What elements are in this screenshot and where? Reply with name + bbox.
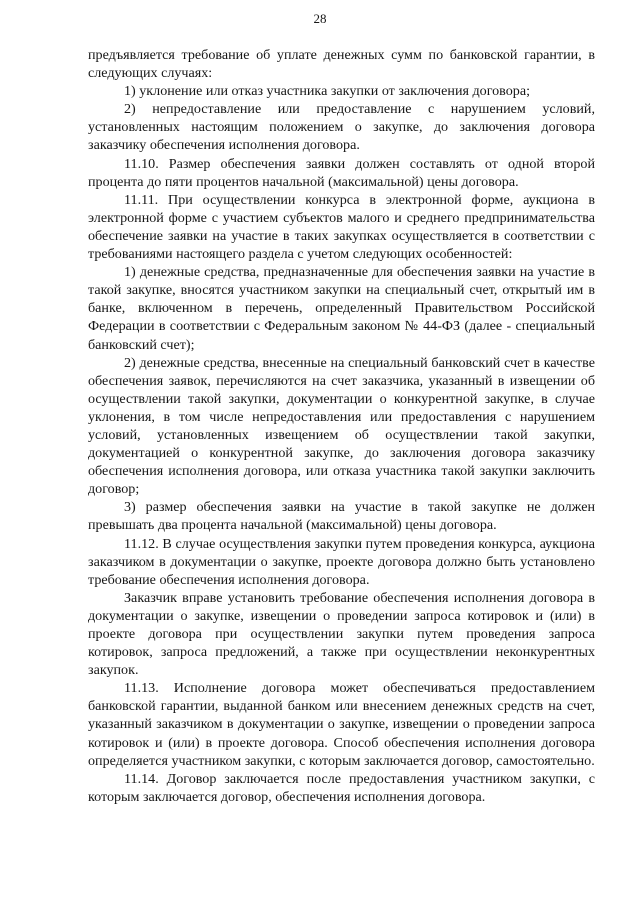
paragraph-clause-11-11-item-1: 1) денежные средства, предназначенные для обеспечения заявки на участие в такой закупке, вносятся участником закупки на специальный счет, открытый им в банке, включенном в перечень, определенный Правительством Российской Федерации в соответствии с Федеральным законом № 44-ФЗ (далее - специальный банковский счет); <box>88 264 595 353</box>
paragraph-clause-11-11-item-3: 3) размер обеспечения заявки на участие в такой закупке не должен превышать два процента начальной (максимальной) цены договора. <box>88 499 595 534</box>
paragraph-clause-11-14: 11.14. Договор заключается после предоставления участником закупки, с которым заключается договор, обеспечения исполнения договора. <box>88 770 595 805</box>
paragraph-list-item-1: 1) уклонение или отказ участника закупки от заключения договора; <box>124 83 531 100</box>
paragraph-clause-11-10: 11.10. Размер обеспечения заявки должен составлять от одной второй процента до пяти процентов начальной (максимальной) цены договора. <box>88 155 595 190</box>
paragraph-list-item-2: 2) непредоставление или предоставление с нарушением условий, установленных настоящим положением о закупке, до заключения договора заказчику обеспечения исполнения договора. <box>88 101 595 154</box>
page-number: 28 <box>313 11 327 26</box>
document-body <box>88 46 595 806</box>
paragraph-clause-11-11-item-2: 2) денежные средства, внесенные на специальный банковский счет в качестве обеспечения заявок, перечисляются на счет заказчика, указанный в извещении об осуществлении такой закупки, документации о конкурентной закупке, в случае уклонения, в том числе непредоставления или предоставления с нарушением условий, установленных извещением об осуществлении такой закупки, документацией о конкурентной закупке, до заключения договора заказчику обеспечения исполнения договора, или отказа участника такой закупки заключить договор; <box>88 354 595 498</box>
paragraph-clause-11-11: 11.11. При осуществлении конкурса в электронной форме, аукциона в электронной форме с участием субъектов малого и среднего предпринимательства обеспечение заявки на участие в таких закупках осуществляется в соответствии с требованиями настоящего раздела с учетом следующих особенностей: <box>88 191 595 263</box>
paragraph-clause-11-12-continued: Заказчик вправе установить требование обеспечения исполнения договора в документации о закупке, извещении о проведении запроса котировок и (или) в проекте договора при осуществлении закупки путем проведения запроса котировок, запроса предложений, а также при осуществлении неконкурентных закупок. <box>88 589 595 679</box>
paragraph-continuation: предъявляется требование об уплате денежных сумм по банковской гарантии, в следующих случаях: <box>88 47 595 82</box>
paragraph-clause-11-13: 11.13. Исполнение договора может обеспечиваться предоставлением банковской гарантии, выданной банком или внесением денежных средств на счет, указанный заказчиком в документации о закупке, извещении о проведении запроса котировок и (или) в проекте договора. Способ обеспечения исполнения договора определяется участником закупки, с которым заключается договор, самостоятельно. <box>88 680 595 769</box>
paragraph-clause-11-12: 11.12. В случае осуществления закупки путем проведения конкурса, аукциона заказчиком в документации о закупке, проекте договора должно быть установлено требование обеспечения исполнения договора. <box>88 535 595 588</box>
